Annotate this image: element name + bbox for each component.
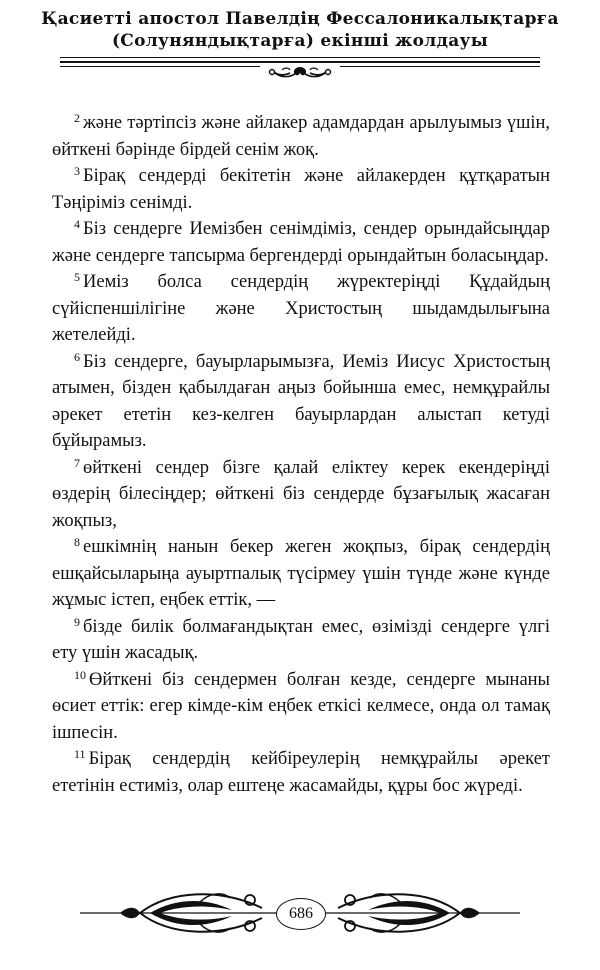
verse-5 — [52, 269, 550, 349]
verse-9 — [52, 614, 550, 667]
header-ornament-icon — [260, 64, 340, 82]
page-number: 686 — [276, 898, 326, 930]
verse-number: 2 — [74, 111, 80, 125]
verse-text: Бірақ сендерді бекітетін және айлакерден құтқаратын Тәңіріміз сенімді. — [52, 166, 550, 213]
verse-text: ешкімнің нанын бекер жеген жоқпыз, бірақ сендердің ешқайсыларыңа ауыртпалық түсірмеу үшін түнде және күнде жұмыс істеп, еңбек еттік, — — [52, 537, 550, 610]
verse-text: Иеміз болса сендердің жүректеріңді Құдайдың сүйіспеншілігіне және Христостың шыдамдылығына жетелейді. — [52, 272, 550, 345]
verse-2 — [52, 110, 550, 163]
verse-number: 3 — [74, 164, 80, 178]
verse-8 — [52, 534, 550, 614]
verse-number: 9 — [74, 614, 80, 629]
verse-11 — [52, 746, 550, 799]
verse-text: Бірақ сендердің кейбіреулерің немқұрайлы әрекет ететінін естиміз, олар ештеңе жасамайды, құры бос жүреді. — [52, 749, 550, 796]
verse-text: және тәртіпсіз және айлакер адамдардан арылуымыз үшін, өйткені бәрінде бірдей сенім жоқ. — [52, 113, 550, 160]
running-header — [0, 8, 600, 52]
verse-text-block — [52, 110, 550, 799]
header-title-line2: (Солуняндықтарға) екінші жолдауы — [111, 31, 489, 51]
verse-number: 8 — [74, 535, 80, 549]
verse-number: 5 — [74, 270, 80, 284]
verse-text: Біз сендерге, бауырларымызға, Иеміз Иисус Христостың атымен, бізден қабылдаған аңыз бойынша емес, немқұрайлы әрекет ететін кез-келген бауырлардан алыстап кетуді бұйырамыз. — [52, 351, 550, 451]
header-rule-middle — [60, 61, 540, 63]
verse-text: өйткені сендер бізге қалай еліктеу керек екендеріңді өздерің білесіңдер; өйткені біз сендерде бұзағылық жасаған жоқпыз, — [52, 457, 550, 531]
verse-number: 11 — [74, 747, 86, 761]
verse-4 — [52, 216, 550, 269]
header-rule-top — [60, 57, 540, 58]
verse-3 — [52, 163, 550, 216]
verse-number: 7 — [74, 455, 80, 470]
verse-number: 4 — [74, 217, 80, 231]
verse-text: Біз сендерге Иемізбен сенімдіміз, сендер орындайсыңдар және сендерге тапсырма бергендерді орындайтын боласыңдар. — [52, 219, 550, 266]
verse-number: 6 — [74, 349, 80, 364]
verse-text: Өйткені біз сендермен болған кезде, сендерге мынаны өсиет еттік: егер кімде-кім еңбек еткісі келмесе, онда ол тамақ ішпесін. — [52, 669, 550, 743]
verse-number: 10 — [74, 667, 86, 682]
verse-10 — [52, 667, 550, 747]
verse-6 — [52, 349, 550, 455]
page-footer — [0, 880, 600, 950]
header-title-line1: Қасиетті апостол Павелдің Фессалоникалықтарға — [41, 9, 559, 29]
verse-text: бізде билік болмағандықтан емес, өзімізді сендерге үлгі ету үшін жасадық. — [52, 616, 550, 663]
verse-7 — [52, 455, 550, 535]
